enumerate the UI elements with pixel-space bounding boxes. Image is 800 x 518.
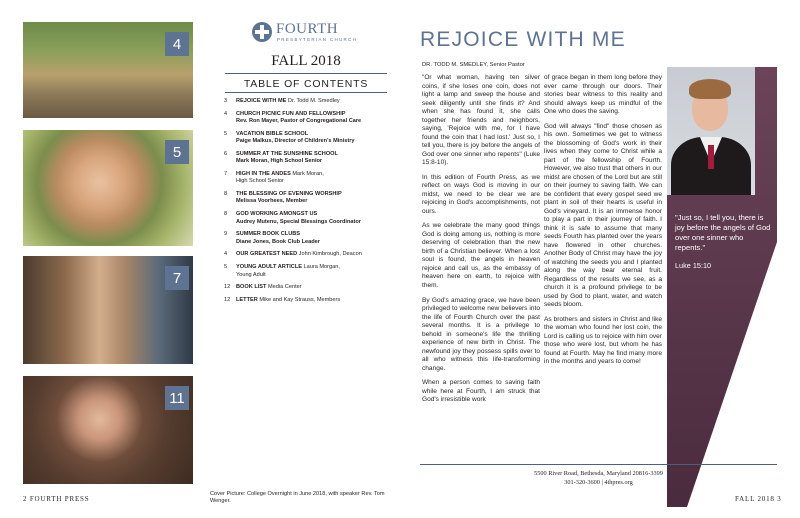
page-badge: 11 xyxy=(165,386,189,410)
toc-entry-author: Rev. Ron Mayer, Pastor of Congregational Care xyxy=(236,118,362,125)
toc-entry-text xyxy=(236,284,404,291)
page-badge: 5 xyxy=(165,140,189,164)
logo-name: FOURTH xyxy=(276,21,339,37)
toc-entry-heading: VACATION BIBLE SCHOOL xyxy=(236,130,309,137)
address-rule xyxy=(420,464,777,465)
toc-entry-text xyxy=(236,297,404,304)
toc-entry-author: Mike and Kay Strauss, Members xyxy=(257,297,341,304)
vbs-photo xyxy=(23,130,193,246)
article-paragraph: of grace began in them long before they ever came through our doors. Their stories bear witness to this reality and should always keep us mindful of the One who does the saving. xyxy=(544,74,662,115)
toc-entry-heading: THE BLESSING OF EVENING WORSHIP xyxy=(236,191,342,198)
toc-entry-author: John Kimbrough, Deacon xyxy=(297,251,362,258)
toc-page-number: 6 xyxy=(224,150,228,157)
toc-item xyxy=(224,297,404,304)
toc-page-number: 9 xyxy=(224,231,228,238)
toc-entry-heading: REJOICE WITH ME xyxy=(236,98,287,104)
toc-item xyxy=(224,231,404,246)
toc-entry-text xyxy=(236,251,404,258)
picnic-photo xyxy=(23,22,193,118)
footer-right: FALL 2018 3 xyxy=(735,495,782,503)
toc-entry-text xyxy=(236,211,404,226)
toc-page-number: 4 xyxy=(224,110,228,117)
footer-left: 2 FOURTH PRESS xyxy=(23,495,90,503)
article-paragraph: As brothers and sisters in Christ and like the woman who found her lost coin, the Lord is calling us to rejoice with him over those who were lost, but whom he has found at Fourth. May he find many more in the months and years to come! xyxy=(544,315,662,366)
toc-entry-text xyxy=(236,231,404,246)
toc-page-number: 7 xyxy=(224,171,228,178)
toc-entry-author: Diane Jones, Book Club Leader xyxy=(236,238,320,245)
toc-item xyxy=(224,98,404,105)
toc-item xyxy=(224,131,404,146)
toc-entry-author: Laura Morgan, xyxy=(301,264,340,271)
toc-entry-heading: LETTER xyxy=(236,297,258,304)
reader-photo xyxy=(23,376,193,484)
toc-item xyxy=(224,151,404,166)
church-logo xyxy=(252,22,372,46)
toc-item xyxy=(224,284,404,291)
toc-page-number: 3 xyxy=(224,98,228,104)
toc-entry-author: Mark Moran, xyxy=(290,171,324,178)
toc-entry-author: Melissa Voorhees, Member xyxy=(236,198,308,205)
pull-quote: "Just so, I tell you, there is joy before the angels of God over one sinner who repents." xyxy=(675,213,771,252)
pull-quote-reference: Luke 15:10 xyxy=(675,261,712,270)
toc-page-number: 12 xyxy=(224,284,231,291)
address-line: 5500 River Road, Bethesda, Maryland 20816-3399 xyxy=(534,470,663,477)
contact-line: 301-320-3600 | 4thpres.org xyxy=(564,479,633,486)
page-badge: 7 xyxy=(165,266,189,290)
article-byline: DR. TODD M. SMEDLEY, Senior Pastor xyxy=(422,62,525,68)
toc-entry-heading: SUMMER AT THE SUNSHINE SCHOOL xyxy=(236,150,338,157)
pastor-portrait xyxy=(667,67,755,195)
article-paragraph: "Or what woman, having ten silver coins, if she loses one coin, does not light a lamp and sweep the house and seek diligently until she finds it? And when she has found it, she calls together her friends and neighbors, saying, 'Rejoice with me, for I have found the coin that I had lost.' Just so, I tell you, there is joy before the angels of God over one sinner who repents" (Luke 15:8-10). xyxy=(422,74,540,166)
toc-entry-heading: YOUNG ADULT ARTICLE xyxy=(236,264,302,271)
toc-page-number: 8 xyxy=(224,211,228,218)
toc-entry-heading: CHURCH PICNIC FUN AND FELLOWSHIP xyxy=(236,110,346,117)
toc-page-number: 4 xyxy=(224,251,228,258)
toc-entry-text xyxy=(236,151,404,166)
toc-page-number: 5 xyxy=(224,130,228,137)
table-of-contents xyxy=(224,98,404,310)
article-paragraph: God will always "find" those chosen as his own. Sometimes we get to witness the blossoming of God's work in their lives when they come to Christ while a part of the fellowship of Fourth. However, we also trust that others in our midst are chosen of the Lord but are still on their journey to saving faith. We can be confident that every gospel seed we plant in soil of their hearts is useful in God's vineyard. It is an immense honor to play a part in their journey of faith. I think it is safe to assume that many seeds Fourth has planted over the years have flowered in other churches. Another Body of Christ may have the joy of watching the seeds you and I planted along the way bear eternal fruit. Regardless of the results we see, as a church it is a profound privilege to be used by God to plant, water, and watch seeds bloom. xyxy=(544,122,662,309)
cover-caption: Cover Picture: College Overnight in June 2018, with speaker Rev. Tom Wenger. xyxy=(210,491,385,505)
toc-entry-author: Mark Moran, High School Senior xyxy=(236,158,323,165)
toc-entry-text xyxy=(236,171,404,186)
toc-entry-author-role: Young Adult xyxy=(236,271,266,278)
article-paragraph: When a person comes to saving faith while here at Fourth, I am struck that God's irresistible work xyxy=(422,379,540,404)
toc-item xyxy=(224,251,404,258)
toc-entry-text xyxy=(236,111,404,126)
quote-sidebar xyxy=(667,67,777,507)
article-column-1 xyxy=(422,74,540,411)
article-paragraph: In this edition of Fourth Press, as we reflect on ways God is moving in our midst, we need to be clear we are rejoicing in God's accomplishments, not ours. xyxy=(422,173,540,215)
toc-item xyxy=(224,111,404,126)
page-badge: 4 xyxy=(165,32,189,56)
toc-page-number: 5 xyxy=(224,264,228,271)
toc-title: TABLE OF CONTENTS xyxy=(243,78,369,90)
toc-entry-heading: GOD WORKING AMONGST US xyxy=(236,211,318,218)
toc-item xyxy=(224,264,404,279)
toc-entry-author: Paige Malkus, Director of Children's Ministry xyxy=(236,138,355,145)
toc-entry-heading: BOOK LIST xyxy=(236,284,267,291)
toc-entry-text xyxy=(236,191,404,206)
toc-entry-author: Media Center xyxy=(266,284,302,291)
church-address xyxy=(420,469,777,487)
toc-entry-text xyxy=(236,264,404,279)
cross-icon xyxy=(252,22,272,42)
toc-item xyxy=(224,191,404,206)
issue-season: FALL 2018 xyxy=(271,53,341,69)
toc-item xyxy=(224,211,404,226)
toc-item xyxy=(224,171,404,186)
toc-rule-top xyxy=(225,73,387,74)
article-column-2 xyxy=(544,74,662,373)
toc-entry-heading: OUR GREATEST NEED xyxy=(236,251,298,258)
toc-entry-author-role: High School Senior xyxy=(236,178,284,185)
article-paragraph: By God's amazing grace, we have been privileged to welcome new believers into the life of Fourth Church over the past several months. It is a privilege to behold in someone's life the thrilling experience of new birth in Christ. The newfound joy they possess spills over to all who witness this life-transforming change. xyxy=(422,296,540,372)
toc-entry-author: Audrey Mutenu, Special Blessings Coordinator xyxy=(236,218,361,225)
andes-photo xyxy=(23,256,193,364)
toc-page-number: 12 xyxy=(224,297,231,304)
article-paragraph: As we celebrate the many good things God is doing among us, nothing is more deserving of celebration than the new birth of a Christian believer. When a lost soul is found, the angels in heaven rejoice and call us, as the embassy of heaven here on earth, to rejoice with them. xyxy=(422,222,540,289)
article-title: REJOICE WITH ME xyxy=(420,28,626,51)
toc-entry-heading: SUMMER BOOK CLUBS xyxy=(236,231,301,238)
logo-subtitle: PRESBYTERIAN CHURCH xyxy=(277,37,358,42)
toc-entry-author: Dr. Todd M. Smedley xyxy=(286,98,340,104)
toc-entry-text xyxy=(236,131,404,146)
toc-rule-bottom xyxy=(225,92,387,93)
toc-page-number: 8 xyxy=(224,191,228,198)
toc-entry-heading: HIGH IN THE ANDES xyxy=(236,171,291,178)
toc-entry-text xyxy=(236,98,404,105)
